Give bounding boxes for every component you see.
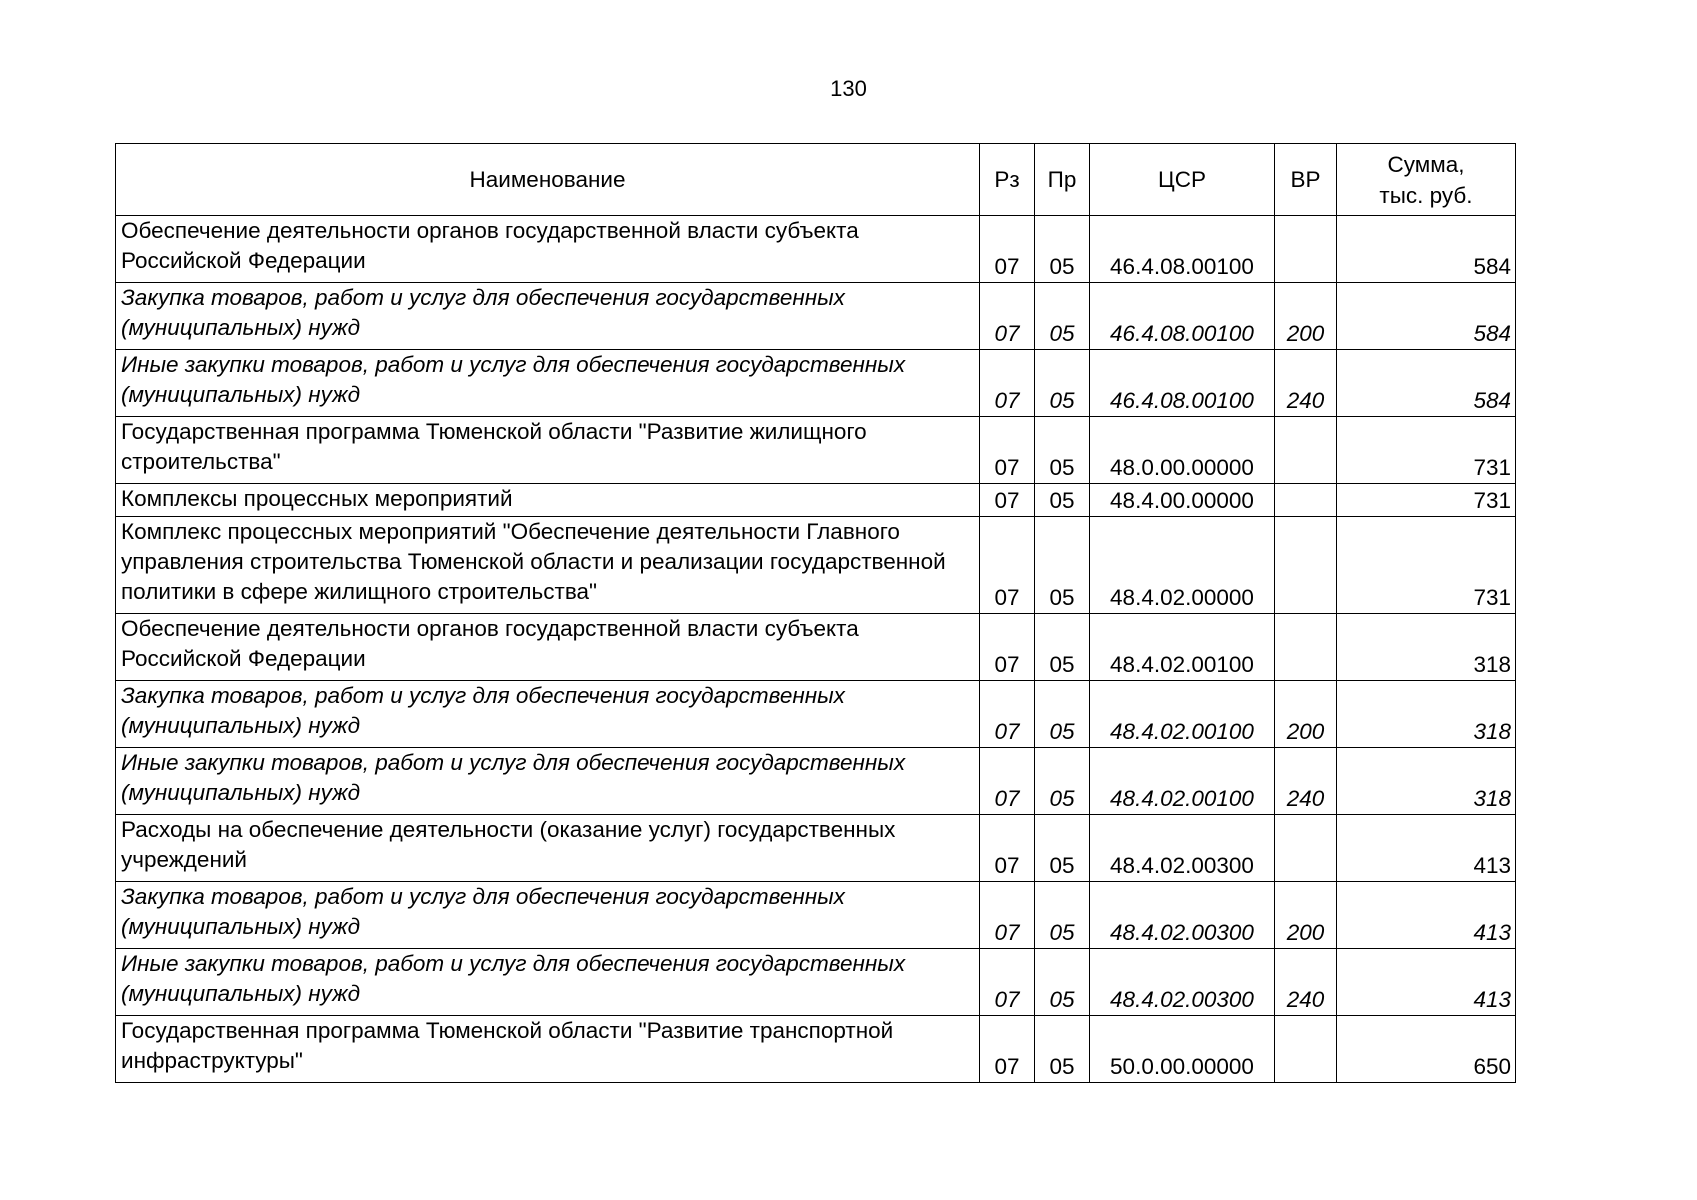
row-vr [1275,417,1337,484]
row-name: Иные закупки товаров, работ и услуг для обеспечения государственных (муниципальных) нужд [116,949,980,1016]
row-rz: 07 [980,517,1035,614]
table-row [116,949,1516,1016]
row-name: Комплекс процессных мероприятий "Обеспечение деятельности Главного управления строительства Тюменской области и реализации государственной политики в сфере жилищного строительства" [116,517,980,614]
table-row [116,882,1516,949]
row-vr: 200 [1275,283,1337,350]
row-pr: 05 [1035,350,1090,417]
row-csr: 48.4.02.00100 [1090,748,1275,815]
row-rz: 07 [980,949,1035,1016]
table-row [116,614,1516,681]
row-csr: 46.4.08.00100 [1090,350,1275,417]
row-vr: 200 [1275,882,1337,949]
row-sum: 318 [1337,748,1516,815]
row-vr: 240 [1275,350,1337,417]
row-rz: 07 [980,283,1035,350]
budget-table [115,143,1516,1083]
row-csr: 50.0.00.00000 [1090,1016,1275,1083]
row-sum: 650 [1337,1016,1516,1083]
page-number: 130 [830,76,867,101]
row-pr: 05 [1035,681,1090,748]
row-sum: 584 [1337,283,1516,350]
row-sum: 731 [1337,417,1516,484]
row-vr: 200 [1275,681,1337,748]
table-row [116,517,1516,614]
table-row [116,350,1516,417]
row-vr: 240 [1275,748,1337,815]
row-csr: 48.4.02.00000 [1090,517,1275,614]
row-name: Государственная программа Тюменской области "Развитие транспортной инфраструктуры" [116,1016,980,1083]
table-row [116,216,1516,283]
table-row [116,484,1516,517]
row-name: Государственная программа Тюменской области "Развитие жилищного строительства" [116,417,980,484]
row-sum: 413 [1337,882,1516,949]
row-sum: 318 [1337,614,1516,681]
row-vr [1275,216,1337,283]
row-name: Обеспечение деятельности органов государственной власти субъекта Российской Федерации [116,614,980,681]
row-rz: 07 [980,614,1035,681]
table-row [116,681,1516,748]
row-pr: 05 [1035,882,1090,949]
row-vr [1275,1016,1337,1083]
row-pr: 05 [1035,484,1090,517]
row-name: Закупка товаров, работ и услуг для обеспечения государственных (муниципальных) нужд [116,681,980,748]
table-row [116,748,1516,815]
row-csr: 46.4.08.00100 [1090,283,1275,350]
row-name: Закупка товаров, работ и услуг для обеспечения государственных (муниципальных) нужд [116,283,980,350]
row-pr: 05 [1035,1016,1090,1083]
row-pr: 05 [1035,815,1090,882]
header-sum: Сумма, тыс. руб. [1337,144,1516,216]
row-sum: 413 [1337,815,1516,882]
header-vr: ВР [1275,144,1337,216]
row-vr [1275,614,1337,681]
header-name: Наименование [116,144,980,216]
row-rz: 07 [980,748,1035,815]
row-sum: 584 [1337,350,1516,417]
table-row [116,815,1516,882]
row-csr: 48.4.02.00100 [1090,614,1275,681]
row-vr: 240 [1275,949,1337,1016]
row-pr: 05 [1035,283,1090,350]
row-csr: 48.4.02.00300 [1090,949,1275,1016]
row-rz: 07 [980,350,1035,417]
table-header-row [116,144,1516,216]
row-vr [1275,517,1337,614]
table-row [116,417,1516,484]
row-csr: 48.4.02.00300 [1090,815,1275,882]
row-csr: 48.4.02.00300 [1090,882,1275,949]
row-pr: 05 [1035,417,1090,484]
row-name: Расходы на обеспечение деятельности (оказание услуг) государственных учреждений [116,815,980,882]
row-pr: 05 [1035,517,1090,614]
row-rz: 07 [980,484,1035,517]
row-rz: 07 [980,815,1035,882]
header-rz: Рз [980,144,1035,216]
row-rz: 07 [980,417,1035,484]
row-csr: 48.4.00.00000 [1090,484,1275,517]
row-pr: 05 [1035,216,1090,283]
row-name: Иные закупки товаров, работ и услуг для обеспечения государственных (муниципальных) нужд [116,748,980,815]
row-sum: 584 [1337,216,1516,283]
row-rz: 07 [980,882,1035,949]
row-pr: 05 [1035,614,1090,681]
row-pr: 05 [1035,949,1090,1016]
row-sum: 731 [1337,484,1516,517]
row-csr: 48.0.00.00000 [1090,417,1275,484]
row-sum: 413 [1337,949,1516,1016]
header-pr: Пр [1035,144,1090,216]
row-sum: 731 [1337,517,1516,614]
row-sum: 318 [1337,681,1516,748]
row-pr: 05 [1035,748,1090,815]
row-vr [1275,815,1337,882]
row-rz: 07 [980,1016,1035,1083]
row-rz: 07 [980,681,1035,748]
row-csr: 46.4.08.00100 [1090,216,1275,283]
row-csr: 48.4.02.00100 [1090,681,1275,748]
row-name: Иные закупки товаров, работ и услуг для обеспечения государственных (муниципальных) нужд [116,350,980,417]
row-rz: 07 [980,216,1035,283]
row-vr [1275,484,1337,517]
row-name: Закупка товаров, работ и услуг для обеспечения государственных (муниципальных) нужд [116,882,980,949]
header-csr: ЦСР [1090,144,1275,216]
row-name: Комплексы процессных мероприятий [116,484,980,517]
table-row [116,283,1516,350]
table-row [116,1016,1516,1083]
row-name: Обеспечение деятельности органов государственной власти субъекта Российской Федерации [116,216,980,283]
